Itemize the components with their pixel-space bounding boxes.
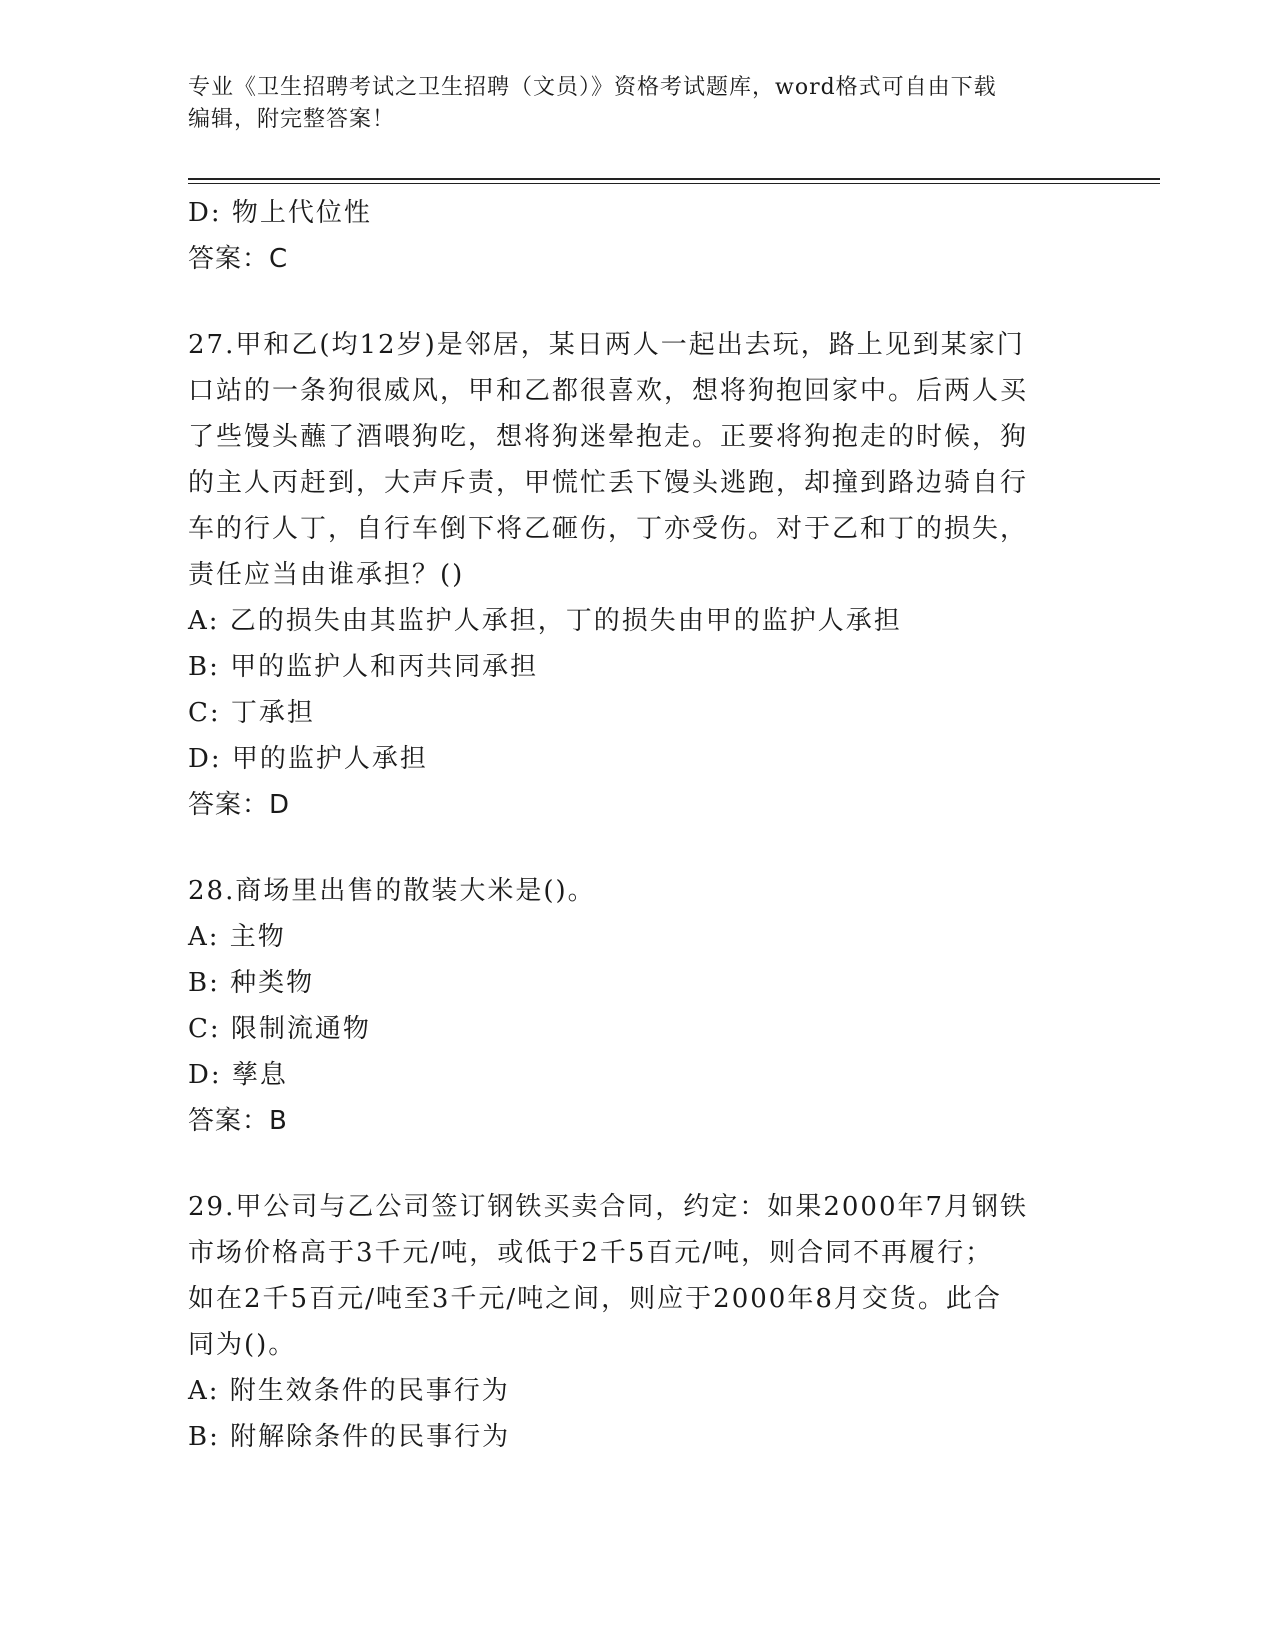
option-d: D: 甲的监护人承担 [188, 744, 428, 774]
option-b: B: 附解除条件的民事行为 [188, 1422, 511, 1452]
question-stem-line: 如在2千5百元/吨至3千元/吨之间，则应于2000年8月交货。此合 [188, 1284, 1002, 1314]
header-rule-thin [188, 183, 1160, 184]
question-stem-line: 28.商场里出售的散装大米是()。 [188, 876, 596, 906]
spacer [188, 828, 1088, 868]
header-line-1: 专业《卫生招聘考试之卫生招聘（文员）》资格考试题库，word格式可自由下载 [188, 75, 997, 100]
option-b: B: 种类物 [188, 968, 315, 998]
prev-option-d: D: 物上代位性 [188, 198, 372, 228]
question-stem-line: 责任应当由谁承担？() [188, 560, 465, 590]
question-29 [188, 1184, 1088, 1460]
question-28 [188, 868, 1088, 1144]
option-a: A: 附生效条件的民事行为 [188, 1376, 510, 1406]
question-27 [188, 322, 1088, 828]
question-stem-line: 了些馒头蘸了酒喂狗吃，想将狗迷晕抱走。正要将狗抱走的时候，狗 [188, 422, 1029, 452]
answer: 答案：B [188, 1106, 288, 1136]
document-header [188, 72, 1088, 136]
answer: 答案：D [188, 790, 291, 820]
option-a: A: 乙的损失由其监护人承担，丁的损失由甲的监护人承担 [188, 606, 902, 636]
question-stem-line: 27.甲和乙(均12岁)是邻居，某日两人一起出去玩，路上见到某家门 [188, 330, 1025, 360]
question-stem-line: 29.甲公司与乙公司签订钢铁买卖合同，约定：如果2000年7月钢铁 [188, 1192, 1029, 1222]
header-rule-thick [188, 178, 1160, 180]
option-c: C: 丁承担 [188, 698, 315, 728]
header-line-2: 编辑，附完整答案！ [188, 107, 396, 132]
spacer [188, 282, 1088, 322]
option-b: B: 甲的监护人和丙共同承担 [188, 652, 539, 682]
question-stem-line: 口站的一条狗很威风，甲和乙都很喜欢，想将狗抱回家中。后两人买 [188, 376, 1029, 406]
question-stem-line: 同为()。 [188, 1330, 297, 1360]
question-stem-line: 市场价格高于3千元/吨，或低于2千5百元/吨，则合同不再履行； [188, 1238, 994, 1268]
question-stem-line: 的主人丙赶到，大声斥责，甲慌忙丢下馒头逃跑，却撞到路边骑自行 [188, 468, 1029, 498]
question-stem-line: 车的行人丁，自行车倒下将乙砸伤，丁亦受伤。对于乙和丁的损失， [188, 514, 1029, 544]
question-list [188, 190, 1088, 1460]
spacer [188, 1144, 1088, 1184]
option-a: A: 主物 [188, 922, 286, 952]
prev-answer: 答案：C [188, 244, 289, 274]
option-c: C: 限制流通物 [188, 1014, 371, 1044]
option-d: D: 孳息 [188, 1060, 288, 1090]
